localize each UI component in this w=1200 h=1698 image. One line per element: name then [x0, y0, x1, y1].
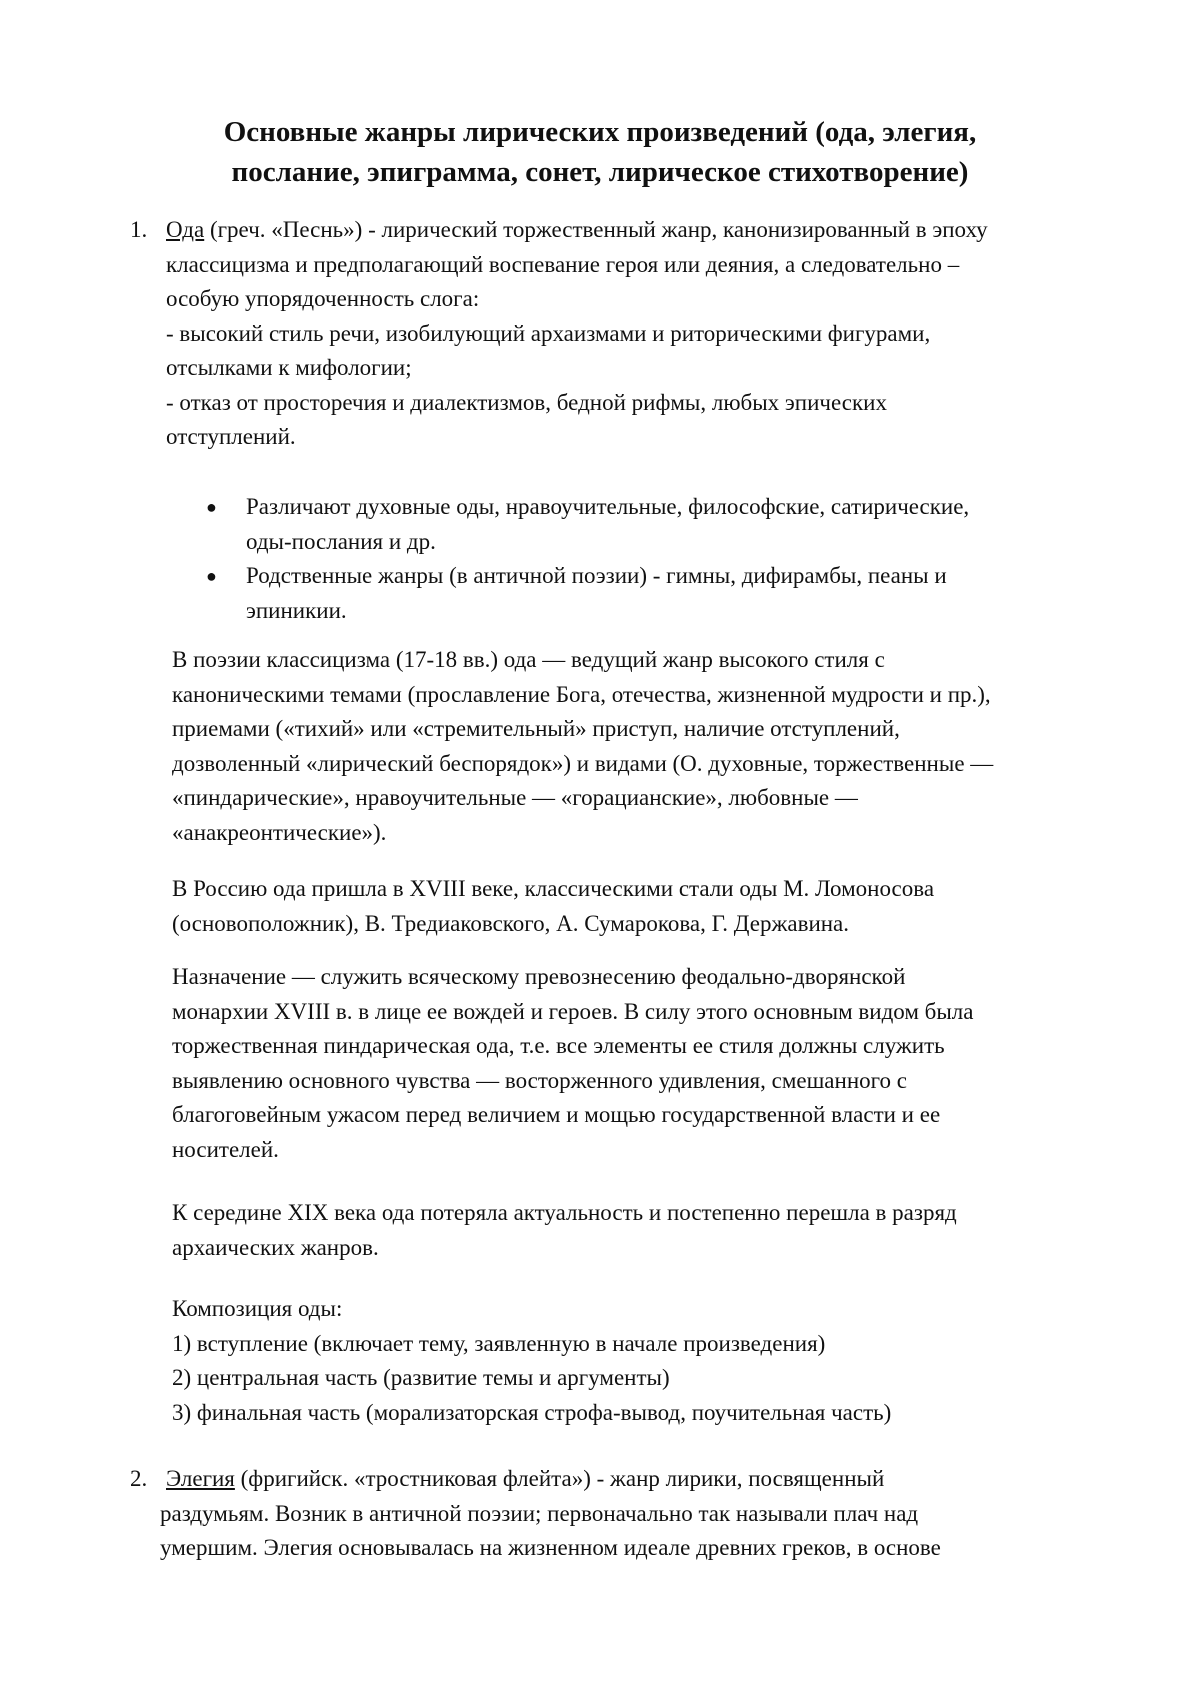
para-line: торжественная пиндарическая ода, т.е. все элементы ее стиля должны служить: [172, 1033, 945, 1058]
para-line: Назначение — служить всяческому превознесению феодально-дворянской: [172, 964, 906, 989]
paragraph-classicism: [172, 643, 1132, 850]
para-line: архаических жанров.: [172, 1234, 379, 1260]
item1-line-4: - высокий стиль речи, изобилующий архаизмами и риторическими фигурами,: [166, 320, 931, 346]
composition-heading: Композиция оды:: [172, 1296, 343, 1321]
para-line: В поэзии классицизма (17-18 вв.) ода — ведущий жанр высокого стиля с: [172, 647, 885, 672]
title-line-2: послание, эпиграмма, сонет, лирическое стихотворение): [231, 156, 969, 188]
para-line: дозволенный «лирический беспорядок») и видами (О. духовные, торжественные —: [172, 750, 994, 776]
para-line: выявлению основного чувства — восторженного удивления, смешанного с: [172, 1067, 907, 1093]
item1-line-1: [166, 213, 1130, 248]
paragraph-purpose: [172, 960, 1132, 1167]
para-line: носителей.: [172, 1136, 279, 1162]
title-line-1: Основные жанры лирических произведений (ода, элегия,: [223, 116, 977, 148]
composition-list: [172, 1292, 1132, 1430]
para-line: приемами («тихий» или «стремительный» приступ, наличие отступлений,: [172, 716, 900, 741]
paragraph-19th-century: [172, 1196, 1132, 1265]
term-oda: Ода: [166, 217, 205, 242]
item1-line-5: отсылками к мифологии;: [166, 355, 412, 380]
bullet-list: [206, 490, 1146, 628]
bullet-1-line-2: оды-послания и др.: [246, 528, 436, 554]
para-line: «пиндарические», нравоучительные — «горацианские», любовные —: [172, 785, 858, 810]
bullet-2-line-1: Родственные жанры (в античной поэзии) - гимны, дифирамбы, пеаны и: [246, 563, 947, 588]
item1-line-2: классицизма и предполагающий воспевание героя или деяния, а следовательно –: [166, 251, 960, 277]
page-title: [140, 112, 1060, 192]
bullet-dot-icon: ●: [206, 566, 217, 586]
list-item-oda: [130, 213, 1130, 455]
composition-item: 2) центральная часть (развитие темы и аргументы): [172, 1365, 670, 1390]
item1-line-1-text: (греч. «Песнь») - лирический торжественный жанр, канонизированный в эпоху: [204, 217, 988, 242]
para-line: (основоположник), В. Тредиаковского, А. Сумарокова, Г. Державина.: [172, 910, 850, 936]
item1-line-3: особую упорядоченность слога:: [166, 286, 480, 311]
bullet-item: [206, 490, 1146, 559]
para-line: благоговейным ужасом перед величием и мощью государственной власти и ее: [172, 1102, 941, 1127]
para-line: «анакреонтические»).: [172, 819, 387, 845]
list-item-elegy: [130, 1462, 1130, 1566]
para-line: К середине XIX века ода потеряла актуальность и постепенно перешла в разряд: [172, 1200, 957, 1225]
item1-line-6: - отказ от просторечия и диалектизмов, бедной рифмы, любых эпических: [166, 389, 887, 415]
bullet-dot-icon: ●: [206, 497, 217, 517]
bullet-2-line-2: эпиникии.: [246, 597, 347, 623]
para-line: монархии XVIII в. в лице ее вождей и героев. В силу этого основным видом была: [172, 998, 974, 1024]
paragraph-russia: [172, 872, 1132, 941]
bullet-1-line-1: Различают духовные оды, нравоучительные, философские, сатирические,: [246, 494, 970, 519]
item2-line-1: [166, 1462, 1130, 1497]
item2-line-3: умершим. Элегия основывалась на жизненном идеале древних греков, в основе: [160, 1535, 941, 1560]
term-elegy: Элегия: [166, 1466, 235, 1491]
para-line: В Россию ода пришла в XVIII веке, классическими стали оды М. Ломоносова: [172, 876, 935, 901]
item1-line-7: отступлений.: [166, 424, 296, 449]
list-number: 1.: [130, 217, 148, 242]
bullet-item: [206, 559, 1146, 628]
composition-item: 3) финальная часть (морализаторская строфа-вывод, поучительная часть): [172, 1399, 892, 1425]
list-number: 2.: [130, 1466, 148, 1491]
item2-line-2: раздумьям. Возник в античной поэзии; первоначально так называли плач над: [160, 1500, 919, 1526]
para-line: каноническими темами (прославление Бога, отечества, жизненной мудрости и пр.),: [172, 681, 991, 707]
composition-item: 1) вступление (включает тему, заявленную в начале произведения): [172, 1330, 826, 1356]
item2-line-1-text: (фригийск. «тростниковая флейта») - жанр лирики, посвященный: [234, 1466, 885, 1491]
